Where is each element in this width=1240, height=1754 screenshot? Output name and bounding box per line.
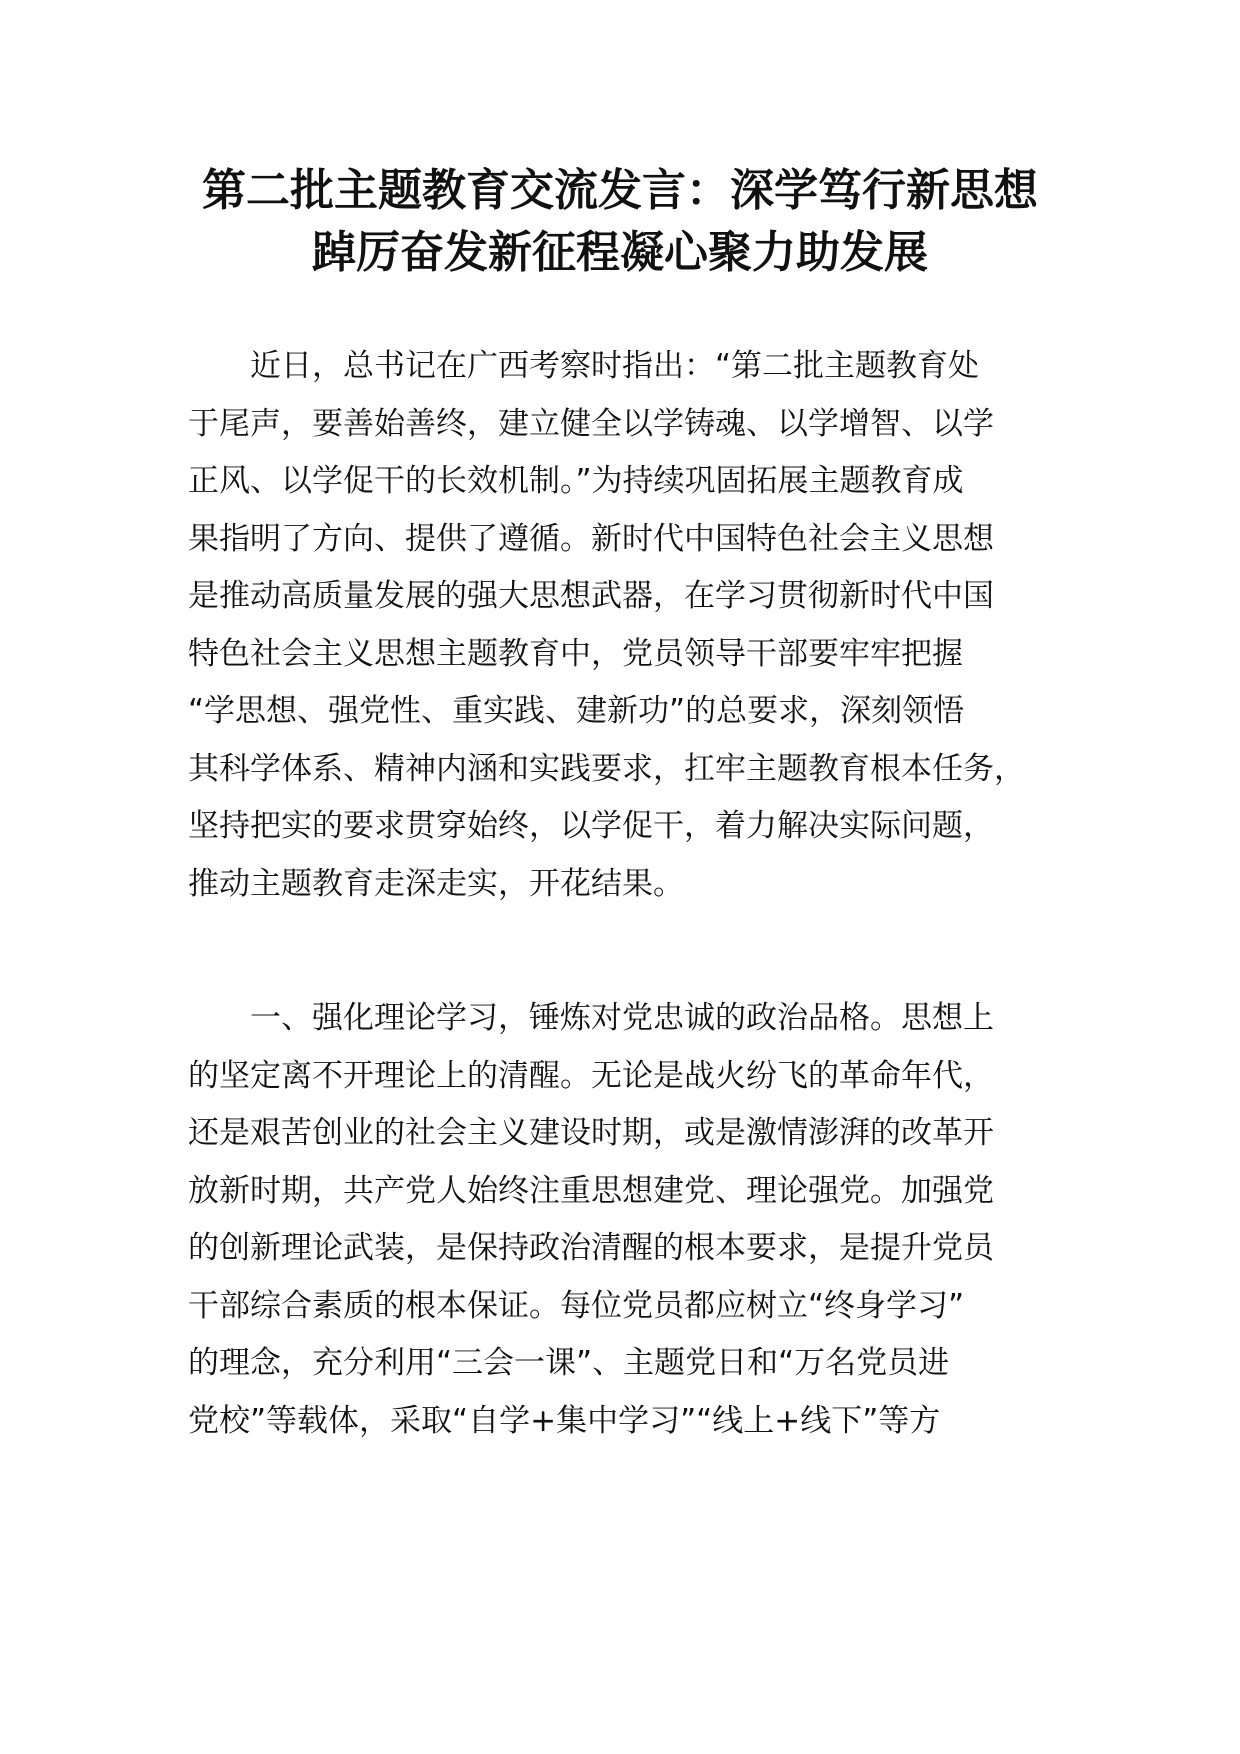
paragraph-intro [188, 338, 1068, 913]
title-line-2: 踔厉奋发新征程凝心聚力助发展 [312, 227, 928, 278]
paragraph-line: 是推动高质量发展的强大思想武器，在学习贯彻新时代中国 [188, 578, 994, 614]
paragraph-section-one [188, 990, 1068, 1450]
paragraph-line: 正风、以学促干的长效机制。”为持续巩固拓展主题教育成 [188, 463, 964, 499]
paragraph-line: 果指明了方向、提供了遵循。新时代中国特色社会主义思想 [188, 520, 994, 557]
paragraph-line: 还是艰苦创业的社会主义建设时期，或是激情澎湃的改革开 [188, 1115, 994, 1151]
paragraph-line: 坚持把实的要求贯穿始终，以学促干，着力解决实际问题， [188, 808, 994, 844]
paragraph-line: 于尾声，要善始善终，建立健全以学铸魂、以学增智、以学 [188, 405, 994, 442]
paragraph-line: 一、强化理论学习，锤炼对党忠诚的政治品格。思想上 [188, 1000, 994, 1036]
title-line-1: 第二批主题教育交流发言：深学笃行新思想 [202, 165, 1038, 216]
paragraph-line: “学思想、强党性、重实践、建新功”的总要求，深刻领悟 [188, 693, 965, 729]
paragraph-line: 特色社会主义思想主题教育中，党员领导干部要牢牢把握 [188, 635, 963, 672]
paragraph-line: 党校”等载体，采取“自学+集中学习”“线上+线下”等方 [188, 1402, 941, 1439]
paragraph-line: 推动主题教育走深走实，开花结果。 [188, 865, 684, 902]
document-title [170, 160, 1070, 284]
paragraph-line: 近日，总书记在广西考察时指出：“第二批主题教育处 [188, 348, 980, 384]
paragraph-line: 放新时期，共产党人始终注重思想建党、理论强党。加强党 [188, 1172, 994, 1209]
paragraph-line: 的理念，充分利用“三会一课”、主题党日和“万名党员进 [188, 1345, 950, 1381]
paragraph-line: 其科学体系、精神内涵和实践要求，扛牢主题教育根本任务， [188, 750, 1025, 787]
paragraph-line: 的创新理论武装，是保持政治清醒的根本要求，是提升党员 [188, 1230, 994, 1266]
paragraph-line: 的坚定离不开理论上的清醒。无论是战火纷飞的革命年代， [188, 1057, 994, 1094]
paragraph-line: 干部综合素质的根本保证。每位党员都应树立“终身学习” [188, 1287, 965, 1324]
